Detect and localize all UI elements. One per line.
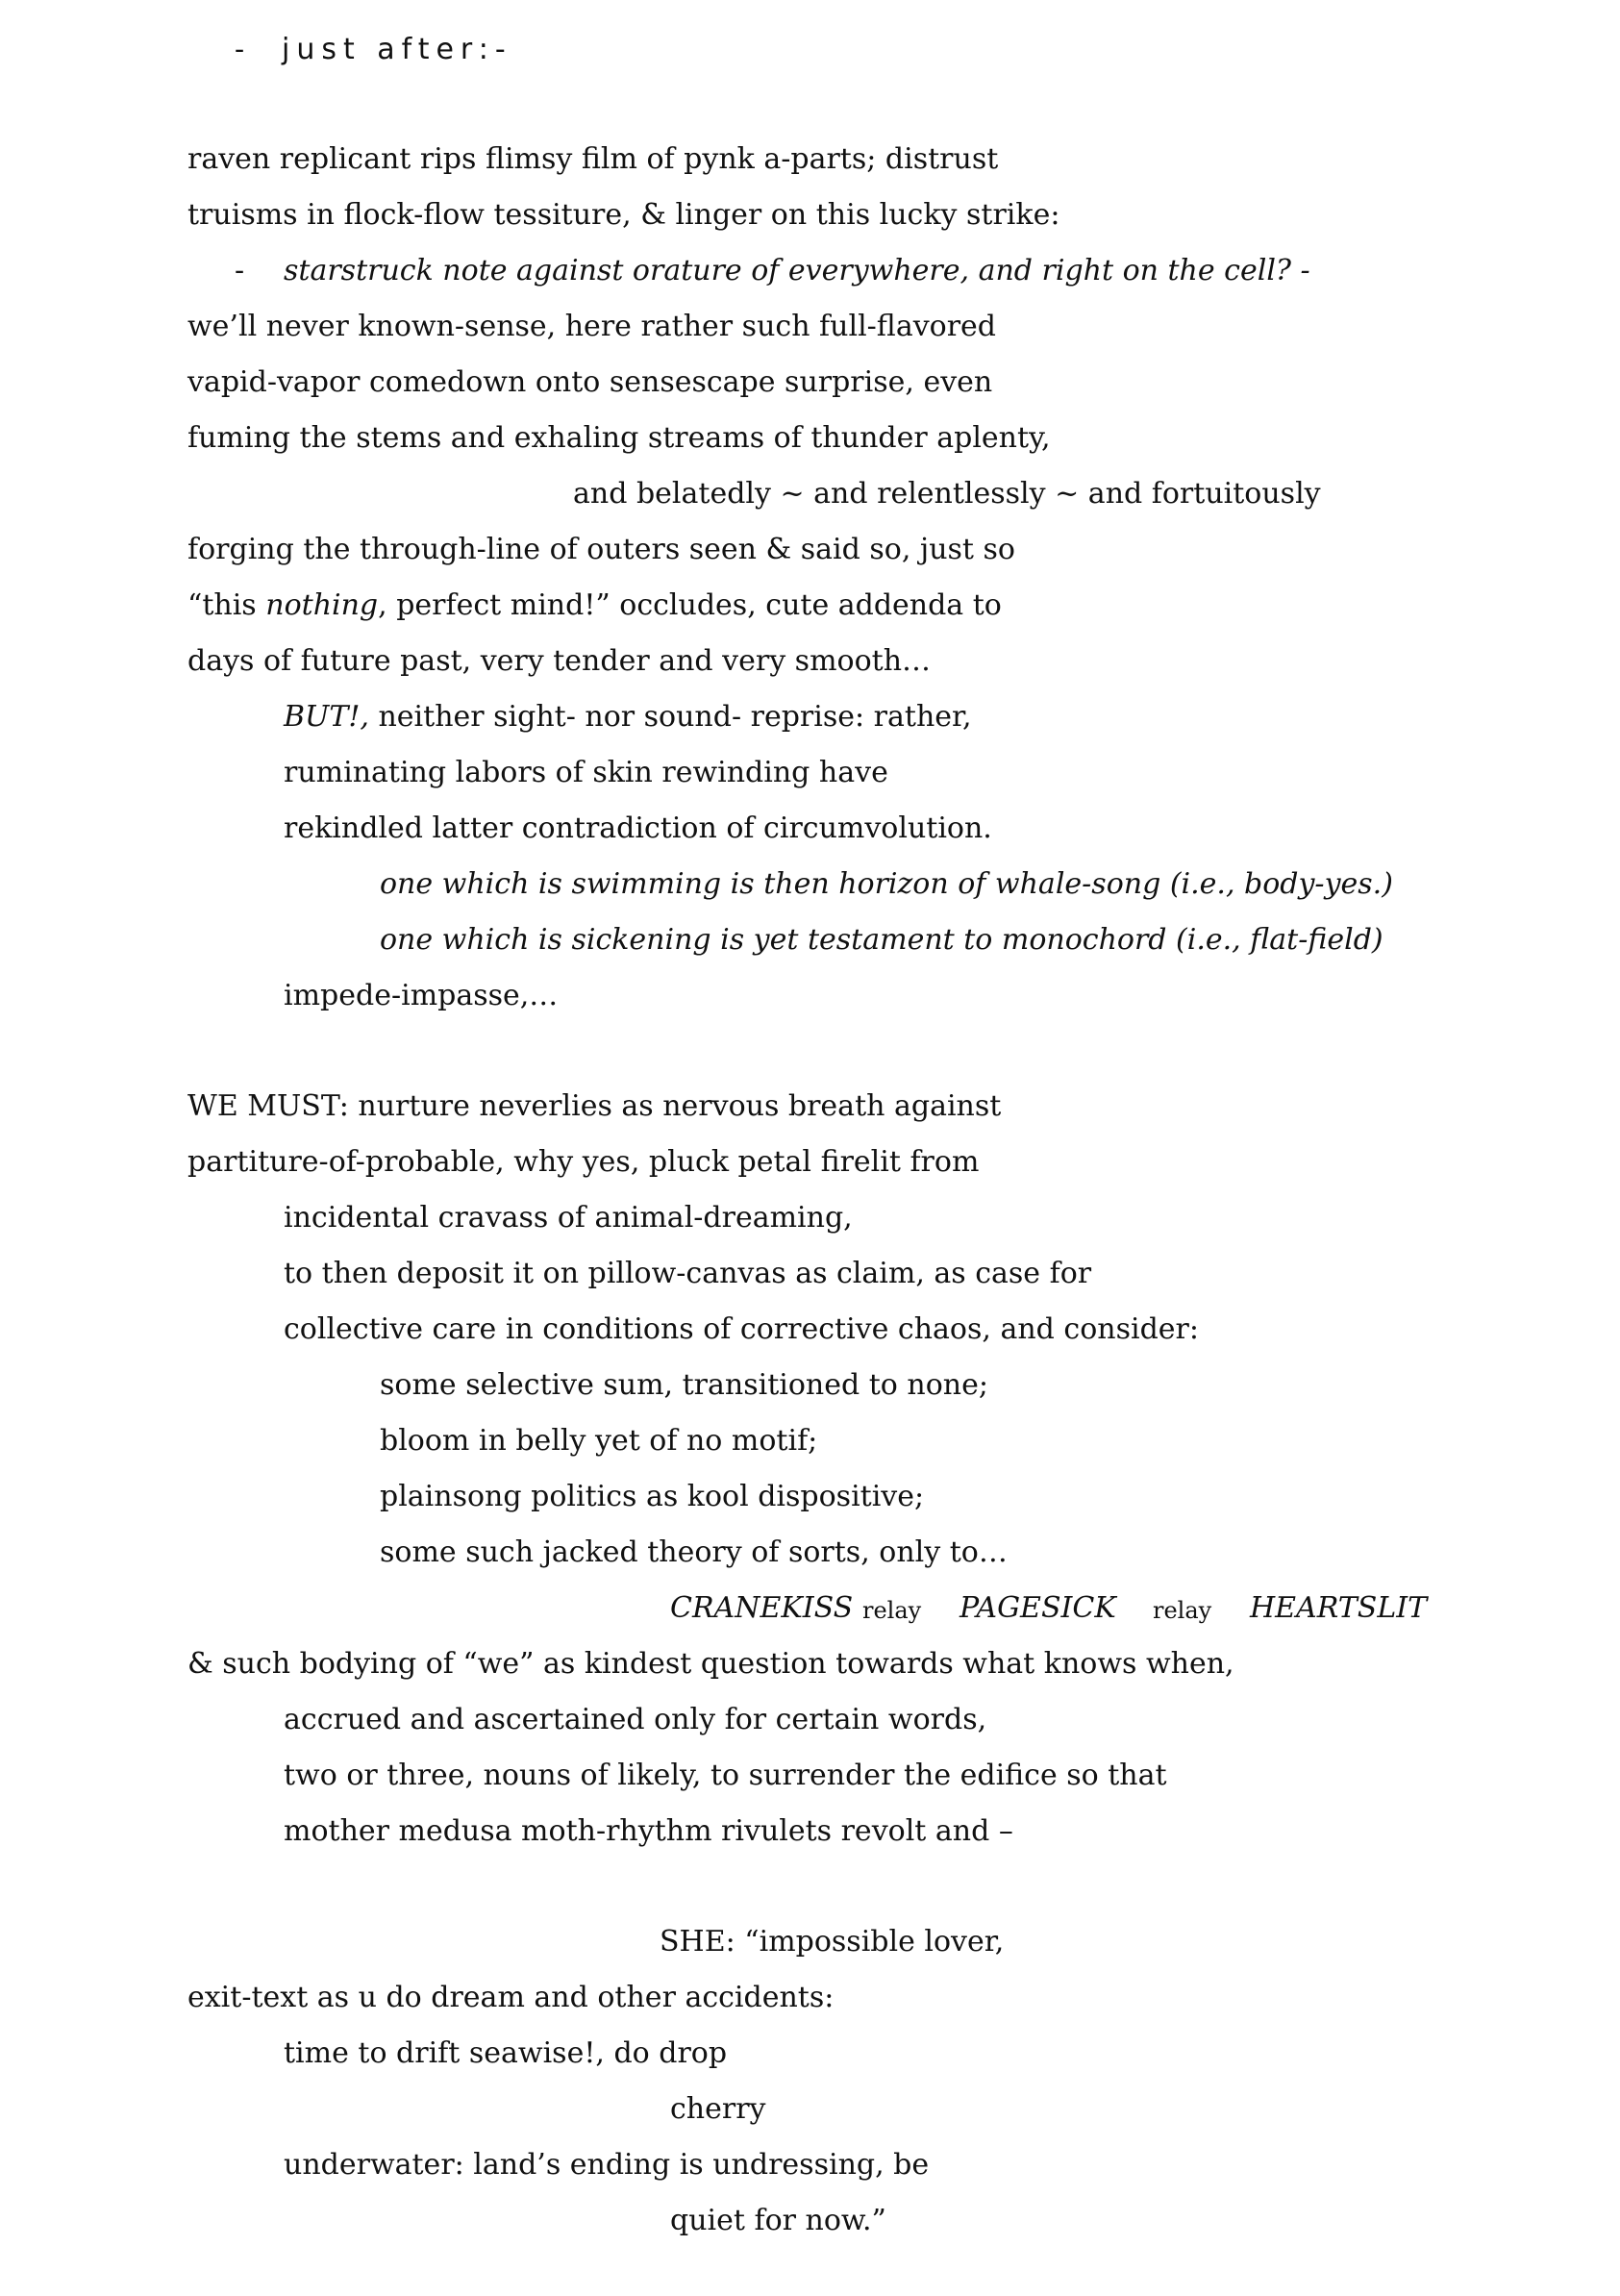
poem-line: rekindled latter contradiction of circumvolution. [284, 811, 992, 845]
poem-line-italic: one which is sickening is yet testament to monochord (i.e., flat-field) [380, 923, 1383, 957]
line-part-italic: nothing [265, 588, 379, 622]
line-part: neither sight- nor sound- reprise: rather, [368, 700, 972, 734]
poem-line: some selective sum, transitioned to none; [380, 1368, 988, 1402]
poem-line [284, 698, 972, 736]
header-dash: - [235, 33, 245, 66]
line-part: , perfect mind!” occludes, cute addenda to [378, 588, 1002, 622]
poem-line: cherry [670, 2092, 766, 2126]
relay-word: HEARTSLIT [1250, 1591, 1428, 1625]
poem-line: collective care in conditions of corrective chaos, and consider: [284, 1312, 1199, 1346]
relay-connector: relay [862, 1597, 922, 1624]
poem-line: fuming the stems and exhaling streams of thunder aplenty, [187, 421, 1051, 455]
poem-line: partiture-of-probable, why yes, pluck petal firelit from [187, 1145, 980, 1179]
poem-header: just after:- [282, 33, 512, 66]
relay-connector: relay [1153, 1597, 1212, 1624]
poem-line: quiet for now.” [670, 2204, 886, 2237]
poem-line: raven replicant rips flimsy film of pynk a-parts; distrust [187, 142, 999, 176]
poem-line: SHE: “impossible lover, [660, 1925, 1005, 1959]
poem-line: two or three, nouns of likely, to surrender the edifice so that [284, 1759, 1167, 1792]
poem-line: & such bodying of “we” as kindest question towards what knows when, [187, 1647, 1234, 1681]
poem-line: ruminating labors of skin rewinding have [284, 756, 888, 789]
poem-line: accrued and ascertained only for certain words, [284, 1703, 987, 1736]
line-part: “this [187, 588, 266, 622]
poem-line: to then deposit it on pillow-canvas as claim, as case for [284, 1257, 1092, 1290]
poem-line: some such jacked theory of sorts, only to… [380, 1535, 1008, 1569]
poem-line: mother medusa moth-rhythm rivulets revolt and – [284, 1814, 1013, 1848]
line-part-italic: BUT!, [284, 700, 369, 734]
poem-line: vapid-vapor comedown onto sensescape surprise, even [187, 365, 993, 399]
poem-line: incidental cravass of animal-dreaming, [284, 1201, 853, 1235]
poem-line: we’ll never known-sense, here rather such full-flavored [187, 310, 997, 343]
poem-line: bloom in belly yet of no motif; [380, 1424, 818, 1458]
poem-line: underwater: land’s ending is undressing, be [284, 2148, 930, 2182]
relay-word: CRANEKISS [670, 1591, 854, 1625]
poem-line: plainsong politics as kool dispositive; [380, 1480, 925, 1513]
poem-line-italic: one which is swimming is then horizon of whale-song (i.e., body-yes.) [380, 867, 1393, 901]
poem-line: forging the through-line of outers seen & said so, just so [187, 533, 1015, 566]
poem-line: time to drift seawise!, do drop [284, 2036, 728, 2070]
poem-line [187, 586, 1002, 625]
line-dash: - [235, 254, 245, 287]
poem-line: impede-impasse,… [284, 979, 559, 1012]
poem-line-italic: starstruck note against orature of everywhere, and right on the cell? - [284, 254, 1310, 287]
poem-line: truisms in flock-flow tessiture, & linger on this lucky strike: [187, 198, 1060, 232]
relay-word: PAGESICK [960, 1591, 1116, 1625]
poem-line: WE MUST: nurture neverlies as nervous breath against [187, 1089, 1002, 1123]
poem-line: exit-text as u do dream and other accidents: [187, 1981, 835, 2014]
poem-line: and belatedly ~ and relentlessly ~ and fortuitously [573, 477, 1321, 511]
poem-line: days of future past, very tender and very smooth… [187, 644, 932, 678]
